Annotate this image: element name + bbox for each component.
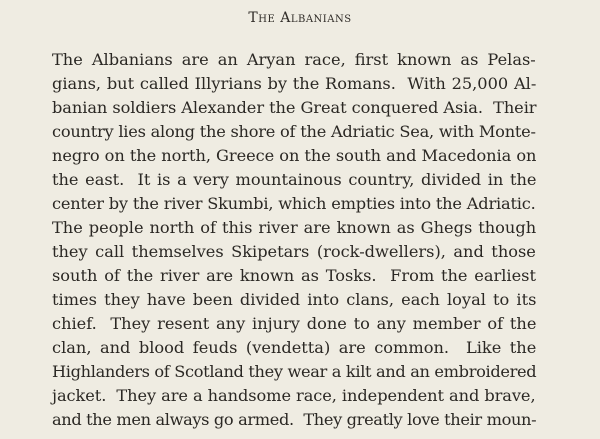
page-heading: The Albanians	[248, 10, 352, 26]
text-line: and the men always go armed. They greatly love their moun-	[52, 410, 537, 429]
body-paragraph	[52, 48, 536, 432]
text-line: gians, but called Illyrians by the Romans. With 25,000 Al-	[52, 74, 537, 93]
text-line: center by the river Skumbi, which empties into the Adriatic.	[52, 194, 536, 213]
text-line: Highlanders of Scotland they wear a kilt and an embroidered	[52, 362, 537, 381]
text-line: country lies along the shore of the Adriatic Sea, with Monte-	[52, 122, 536, 141]
text-line: jacket. They are a handsome race, independent and brave,	[52, 386, 536, 405]
text-line: they call themselves Skipetars (rock-dwellers), and those	[52, 242, 536, 261]
text-line: negro on the north, Greece on the south and Macedonia on	[52, 146, 537, 165]
text-line: south of the river are known as Tosks. From the earliest	[52, 266, 536, 285]
text-line: times they have been divided into clans, each loyal to its	[52, 290, 537, 309]
text-line: banian soldiers Alexander the Great conquered Asia. Their	[52, 98, 537, 117]
text-line: clan, and blood feuds (vendetta) are common. Like the	[52, 338, 537, 357]
text-line: The Albanians are an Aryan race, first known as Pelas-	[52, 50, 536, 69]
text-line: chief. They resent any injury done to any member of the	[52, 314, 537, 333]
text-line: The people north of this river are known as Ghegs though	[52, 218, 537, 237]
text-line: the east. It is a very mountainous country, divided in the	[52, 170, 537, 189]
